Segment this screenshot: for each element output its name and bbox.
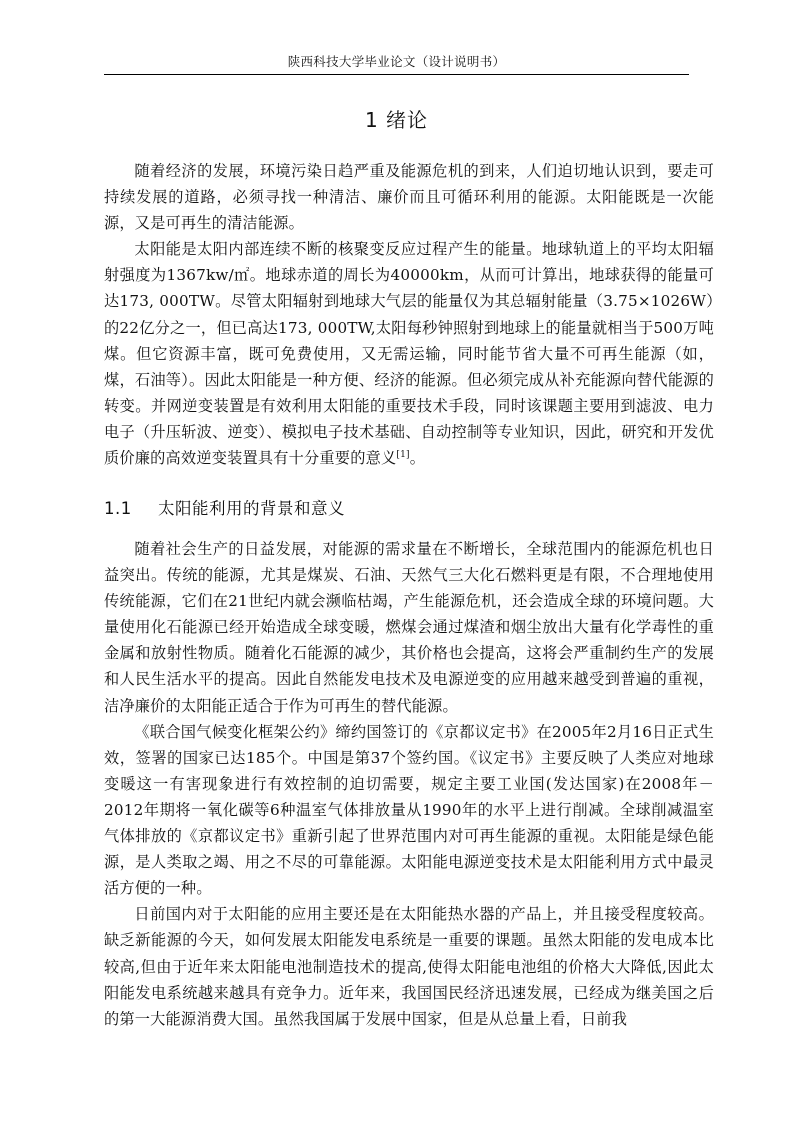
intro-section — [104, 158, 714, 471]
intro-paragraph-2 — [104, 236, 714, 471]
citation-ref: [1] — [396, 449, 410, 460]
section-heading-1-1 — [104, 496, 689, 522]
page-header — [104, 52, 689, 75]
intro-paragraph-2-tail: 。 — [409, 449, 426, 468]
section-1-1-body — [104, 536, 714, 1032]
header-text: 陕西科技大学毕业论文（设计说明书） — [287, 54, 506, 69]
section-title-text: 太阳能利用的背景和意义 — [158, 499, 345, 518]
section-paragraph-3: 日前国内对于太阳能的应用主要还是在太阳能热水器的产品上，并且接受程度较高。缺乏新能源的今天，如何发展太阳能发电系统是一重要的课题。虽然太阳能的发电成本比较高,但由于近年来太阳能电池制造技术的提高,使得太阳能电池组的价格大大降低,因此太阳能发电系统越来越具有竞争力。近年来，我国国民经济迅速发展，已经成为继美国之后的第一大能源消费大国。虽然我国属于发展中国家，但是从总量上看，日前我 — [104, 905, 714, 1028]
intro-paragraph-1: 随着经济的发展，环境污染日趋严重及能源危机的到来，人们迫切地认识到，要走可持续发展的道路，必须寻找一种清洁、廉价而且可循环利用的能源。太阳能既是一次能源，又是可再生的清洁能源。 — [104, 162, 714, 233]
section-paragraph-1: 随着社会生产的日益发展，对能源的需求量在不断增长，全球范围内的能源危机也日益突出。传统的能源，尤其是煤炭、石油、天然气三大化石燃料更是有限，不合理地使用传统能源，它们在21世纪内就会濒临枯竭，产生能源危机，还会造成全球的环境问题。大量使用化石能源已经开始造成全球变暖，燃煤会通过煤渣和烟尘放出大量有化学毒性的重金属和放射性物质。随着化石能源的减少，其价格也会提高，这将会严重制约生产的发展和人民生活水平的提高。因此自然能发电技术及电源逆变的应用越来越受到普遍的重视，洁净廉价的太阳能正适合于作为可再生的替代能源。 — [104, 540, 714, 715]
chapter-title: 1 绪论 — [364, 108, 429, 132]
intro-paragraph-2-text: 太阳能是太阳内部连续不断的核聚变反应过程产生的能量。地球轨道上的平均太阳辐射强度为1367kw/㎡。地球赤道的周长为40000km，从而可计算出，地球获得的能量可达173, 000TW。尽管太阳辐射到地球大气层的能量仅为其总辐射能量（3.75×1026W）的22亿分之一，但已高达173, 000TW,太阳每秒钟照射到地球上的能量就相当于500万吨煤。但它资源丰富，既可免费使用，又无需运输，同时能节省大量不可再生能源（如，煤，石油等）。因此太阳能是一种方便、经济的能源。但必须完成从补充能源向替代能源的转变。并网逆变装置是有效利用太阳能的重要技术手段，同时该课题主要用到滤波、电力电子（升压斩波、逆变）、模拟电子技术基础、自动控制等专业知识，因此，研究和开发优质价廉的高效逆变装置具有十分重要的意义 — [104, 240, 714, 468]
section-number: 1.1 — [104, 499, 132, 518]
section-paragraph-2: 《联合国气候变化框架公约》缔约国签订的《京都议定书》在2005年2月16日正式生效，签署的国家已达185个。中国是第37个签约国。《议定书》主要反映了人类应对地球变暖这一有害现象进行有效控制的迫切需要，规定主要工业国(发达国家)在2008年－2012年期将一氧化碳等6种温室气体排放量从1990年的水平上进行削减。全球削减温室气体排放的《京都议定书》重新引起了世界范围内对可再生能源的重视。太阳能是绿色能源，是人类取之竭、用之不尽的可靠能源。太阳能电源逆变技术是太阳能利用方式中最灵活方便的一种。 — [104, 722, 714, 898]
